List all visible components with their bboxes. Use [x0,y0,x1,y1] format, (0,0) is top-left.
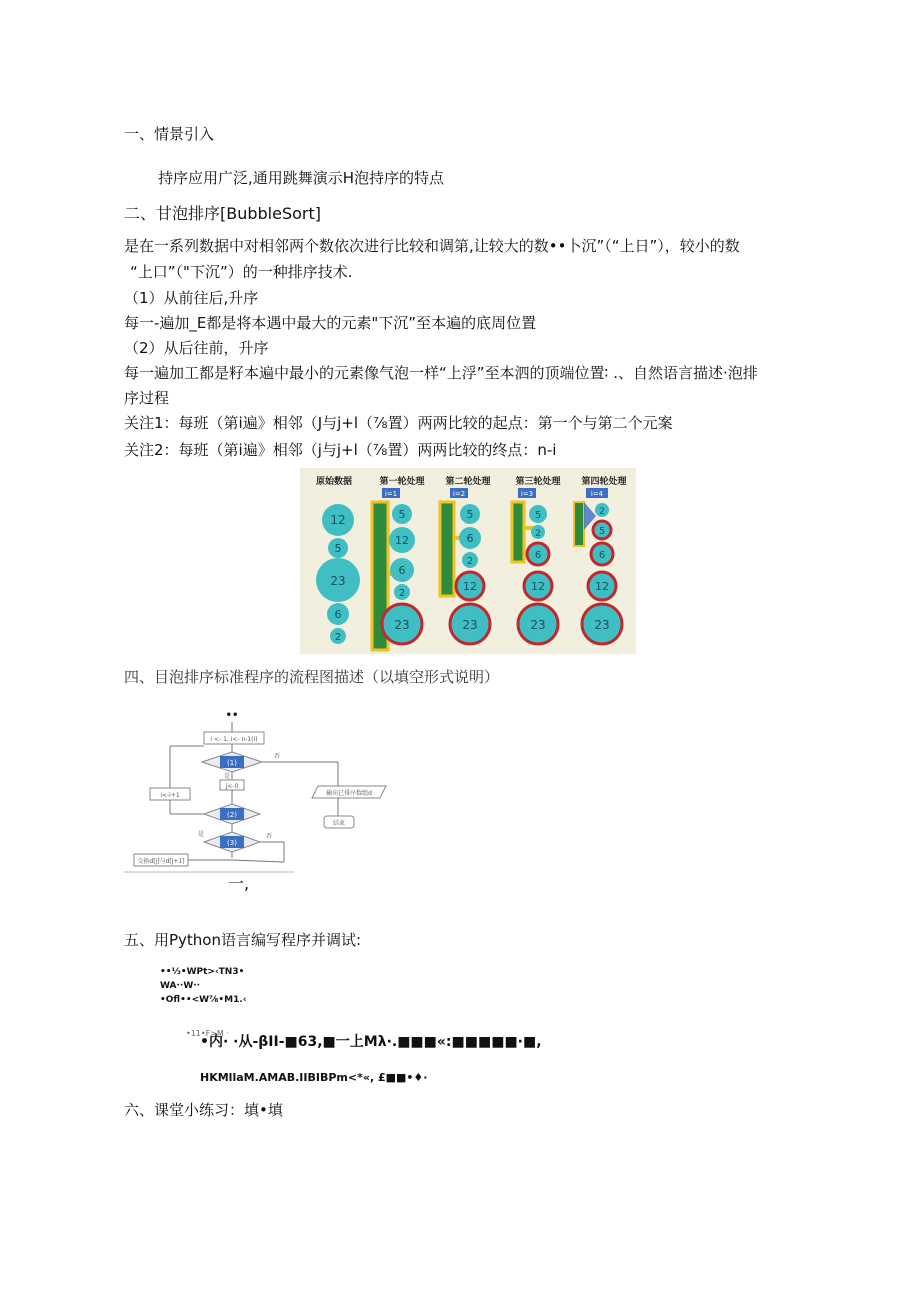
header-round-1: 第一轮处理 [379,477,425,487]
definition-line-1: 是在一系列数据中对相邻两个数依次进行比较和调第,让较大的数••卜沉”（“上日”），较小的数 [124,237,740,255]
case2-text-line-2: 序过程 [124,389,170,407]
case2-title: （2）从后往前，升序 [124,339,269,357]
definition-line-2: “上口”（"下沉”）的一种排序技术. [130,263,353,281]
round-2-value-5: 23 [462,618,478,632]
case1-text: 每一-遍加_E都是将本遇中最大的元素"下沉”至本遍的底周位置 [124,314,537,332]
code-line-1: ••⅓•WPt>‹TN3• [160,967,245,977]
case1-title: （1）从前往后,升序 [124,289,259,307]
round-2-value-3: 2 [466,556,474,567]
header-original: 原始数据 [315,477,353,487]
flow-output-text: 输出已排序数组d [326,790,372,797]
flowchart [124,706,394,876]
round-4-value-4: 12 [595,580,609,593]
code-line-4: •内· ·从-βII-■63,■一上Mλ·.■■■«:■■■■■·■, [200,1034,542,1050]
round-3-value-2: 2 [535,529,541,539]
header-round-4: 第四轮处理 [581,477,627,487]
round-4-value-3: 6 [598,550,606,561]
original-value-2: 5 [334,542,342,555]
flow-swap-condition-text: (3) [227,839,237,847]
bubble-sort-illustration [300,468,636,654]
flow-label-yes-2: 是 [198,831,205,838]
round-3-value-4: 12 [531,580,545,593]
original-value-3: 23 [330,574,346,588]
round-4-value-2: 5 [598,526,606,537]
flow-label-yes-1: 是 [224,773,231,780]
flowchart-svg [124,706,394,876]
round-2-value-2: 6 [466,532,474,545]
section-heading-flowchart: 四、目泡排序标准程序的流程图描述（以填空形式说明） [124,668,500,686]
round-3-bar [512,502,524,562]
round-tag-3: i=3 [520,490,534,498]
header-round-2: 第二轮处理 [445,477,491,487]
intro-text: 持序应用广泛,通用跳舞演示H泡持序的特点 [158,169,445,187]
round-1-value-3: 6 [398,564,406,577]
note-2: 关注2：每班（第i遍》相邻（j与j+l（⅞置）两两比较的终点：n-i [124,441,557,459]
round-3-value-5: 23 [530,618,546,632]
original-value-5: 2 [334,632,342,643]
flow-top-mark: •• [225,710,239,721]
flow-label-no-1: 否 [274,753,281,760]
code-line-5: HKMllaM.AMAB.IIBIBPm<*«, £■■•♦· [200,1071,428,1084]
code-line-3: •Ofl••<W⅞•M1.‹ [160,995,247,1005]
code-line-2: WA··W·· [160,981,201,991]
flow-assign-text: j<-0 [225,783,239,790]
round-4-value-1: 2 [599,507,605,517]
round-1-value-4: 2 [398,588,406,599]
flow-init-text: i <- 1, i<- n-1(i) [210,736,258,743]
round-4-bar [574,502,584,546]
flow-label-no-2: 否 [266,833,273,840]
round-4-value-5: 23 [594,618,610,632]
section-heading-intro: 一、情景引入 [124,125,215,143]
bubble-sort-svg [300,468,636,654]
flow-compare-text: (2) [227,811,237,819]
code-line-4-small: •11•F>M · [186,1029,229,1038]
round-1-value-2: 12 [395,534,409,547]
note-1: 关注1：每班（第i遍》相邻（J与j+l（⅞置）两两比较的起点：第一个与第二个元案 [124,414,673,432]
flow-inc-i-text: i<-i+1 [160,792,180,799]
flow-swap-action-text: 交换d[j]与d[j+1] [137,858,185,865]
round-3-value-3: 6 [534,550,542,561]
flow-loop-text: (1) [227,759,237,767]
round-1-value-5: 23 [394,618,410,632]
section-heading-python: 五、用Python语言编写程序并调试: [124,931,362,949]
original-value-1: 12 [330,513,346,527]
original-value-4: 6 [334,608,342,621]
round-1-value-1: 5 [398,508,406,521]
case2-text-line-1: 每一遍加工都是籽本遍中最小的元素像气泡一样“上浮”至本泗的顶端位置∶ .、自然语言描述·泡排 [124,364,758,382]
section-heading-bubble-sort: 二、甘泡排序[BubbleSort] [124,204,322,223]
section-heading-practice: 六、课堂小练习：填•填 [124,1101,283,1119]
flow-line-merge [232,860,284,862]
round-tag-1: i=1 [384,490,398,498]
round-2-value-4: 12 [463,580,477,593]
round-tag-2: i=2 [452,490,466,498]
round-tag-4: i=4 [590,490,604,498]
round-2-value-1: 5 [466,508,474,521]
flow-bottom-mark: 一, [228,874,250,893]
round-2-bar [440,502,454,596]
flow-end-text: 结束 [332,820,346,827]
round-3-value-1: 5 [534,510,542,521]
header-round-3: 第三轮处理 [515,477,561,487]
